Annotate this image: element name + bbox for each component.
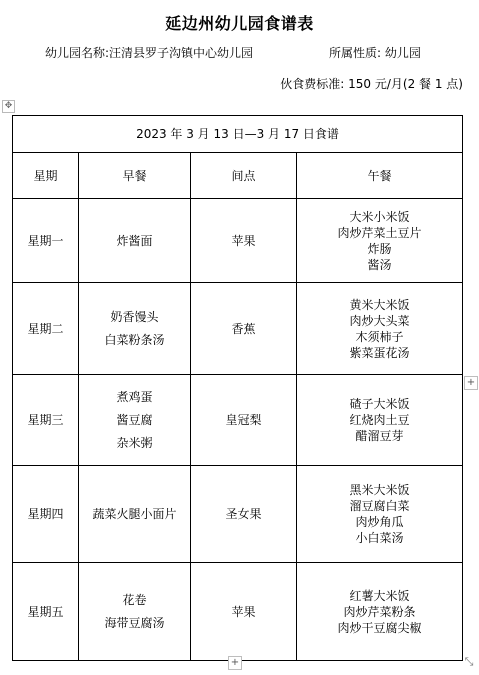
breakfast-cell — [79, 466, 191, 563]
lunch-item: 肉炒角瓜 — [355, 515, 404, 529]
breakfast-item: 杂米粥 — [116, 436, 153, 450]
snack-cell: 香蕉 — [191, 283, 297, 375]
lunch-item: 肉炒芹菜粉条 — [343, 604, 416, 619]
breakfast-item: 蔬菜火腿小面片 — [92, 507, 177, 521]
snack-cell: 皇冠梨 — [191, 375, 297, 466]
table-caption: 2023 年 3 月 13 日—3 月 17 日食谱 — [13, 116, 463, 153]
lunch-item: 炸肠 — [367, 241, 392, 256]
page-title: 延边州幼儿园食谱表 — [165, 14, 314, 33]
lunch-item: 肉炒大头菜 — [349, 313, 410, 328]
breakfast-item: 海带豆腐汤 — [104, 616, 165, 630]
lunch-item: 肉炒芹菜土豆片 — [337, 225, 422, 240]
lunch-cell — [297, 199, 463, 283]
move-arrows-icon[interactable]: ✥ — [2, 100, 15, 113]
lunch-item: 肉炒干豆腐尖椒 — [337, 620, 422, 635]
lunch-item: 碴子大米饭 — [349, 397, 410, 411]
lunch-cell — [297, 466, 463, 563]
lunch-item: 紫菜蛋花汤 — [349, 345, 410, 360]
lunch-item: 大米小米饭 — [349, 209, 410, 224]
lunch-item: 溜豆腐白菜 — [349, 499, 410, 513]
plus-icon[interactable]: + — [228, 656, 242, 670]
snack-cell: 苹果 — [191, 563, 297, 661]
kindergarten-nature: 所属性质: 幼儿园 — [329, 46, 421, 60]
day-cell: 星期三 — [13, 375, 79, 466]
breakfast-item: 煮鸡蛋 — [116, 390, 153, 404]
kindergarten-name: 幼儿园名称:汪清县罗子沟镇中心幼儿园 — [45, 46, 254, 60]
header-snack: 间点 — [191, 153, 297, 199]
lunch-item: 小白菜汤 — [355, 531, 404, 545]
breakfast-item: 炸酱面 — [116, 233, 153, 248]
day-cell: 星期一 — [13, 199, 79, 283]
snack-cell: 圣女果 — [191, 466, 297, 563]
table-row — [13, 466, 463, 563]
breakfast-cell — [79, 283, 191, 375]
plus-icon[interactable]: + — [464, 376, 478, 390]
lunch-item: 酱汤 — [367, 257, 392, 272]
lunch-cell — [297, 563, 463, 661]
table-caption-row — [13, 116, 463, 153]
lunch-item: 醋溜豆芽 — [355, 429, 404, 443]
lunch-item: 红薯大米饭 — [349, 588, 410, 603]
day-cell: 星期四 — [13, 466, 79, 563]
table-row — [13, 375, 463, 466]
day-cell: 星期二 — [13, 283, 79, 375]
breakfast-cell — [79, 199, 191, 283]
breakfast-item: 奶香馒头 — [110, 310, 159, 324]
breakfast-item: 酱豆腐 — [116, 413, 153, 427]
day-cell: 星期五 — [13, 563, 79, 661]
table-row — [13, 199, 463, 283]
table-row — [13, 283, 463, 375]
table-header-row — [13, 153, 463, 199]
table-row — [13, 563, 463, 661]
breakfast-item: 白菜粉条汤 — [104, 333, 165, 347]
lunch-item: 木须柿子 — [355, 329, 404, 344]
lunch-cell — [297, 283, 463, 375]
meal-fee-standard: 伙食费标准: 150 元/月(2 餐 1 点) — [280, 77, 463, 91]
diagonal-resize-icon[interactable]: ⤡ — [464, 655, 474, 668]
breakfast-item: 花卷 — [122, 593, 147, 607]
header-day: 星期 — [13, 153, 79, 199]
menu-table — [12, 115, 463, 661]
lunch-item: 黑米大米饭 — [349, 483, 410, 497]
breakfast-cell — [79, 563, 191, 661]
header-lunch: 午餐 — [297, 153, 463, 199]
lunch-item: 黄米大米饭 — [349, 297, 410, 312]
lunch-cell — [297, 375, 463, 466]
header-breakfast: 早餐 — [79, 153, 191, 199]
lunch-item: 红烧肉土豆 — [349, 413, 410, 427]
breakfast-cell — [79, 375, 191, 466]
snack-cell: 苹果 — [191, 199, 297, 283]
